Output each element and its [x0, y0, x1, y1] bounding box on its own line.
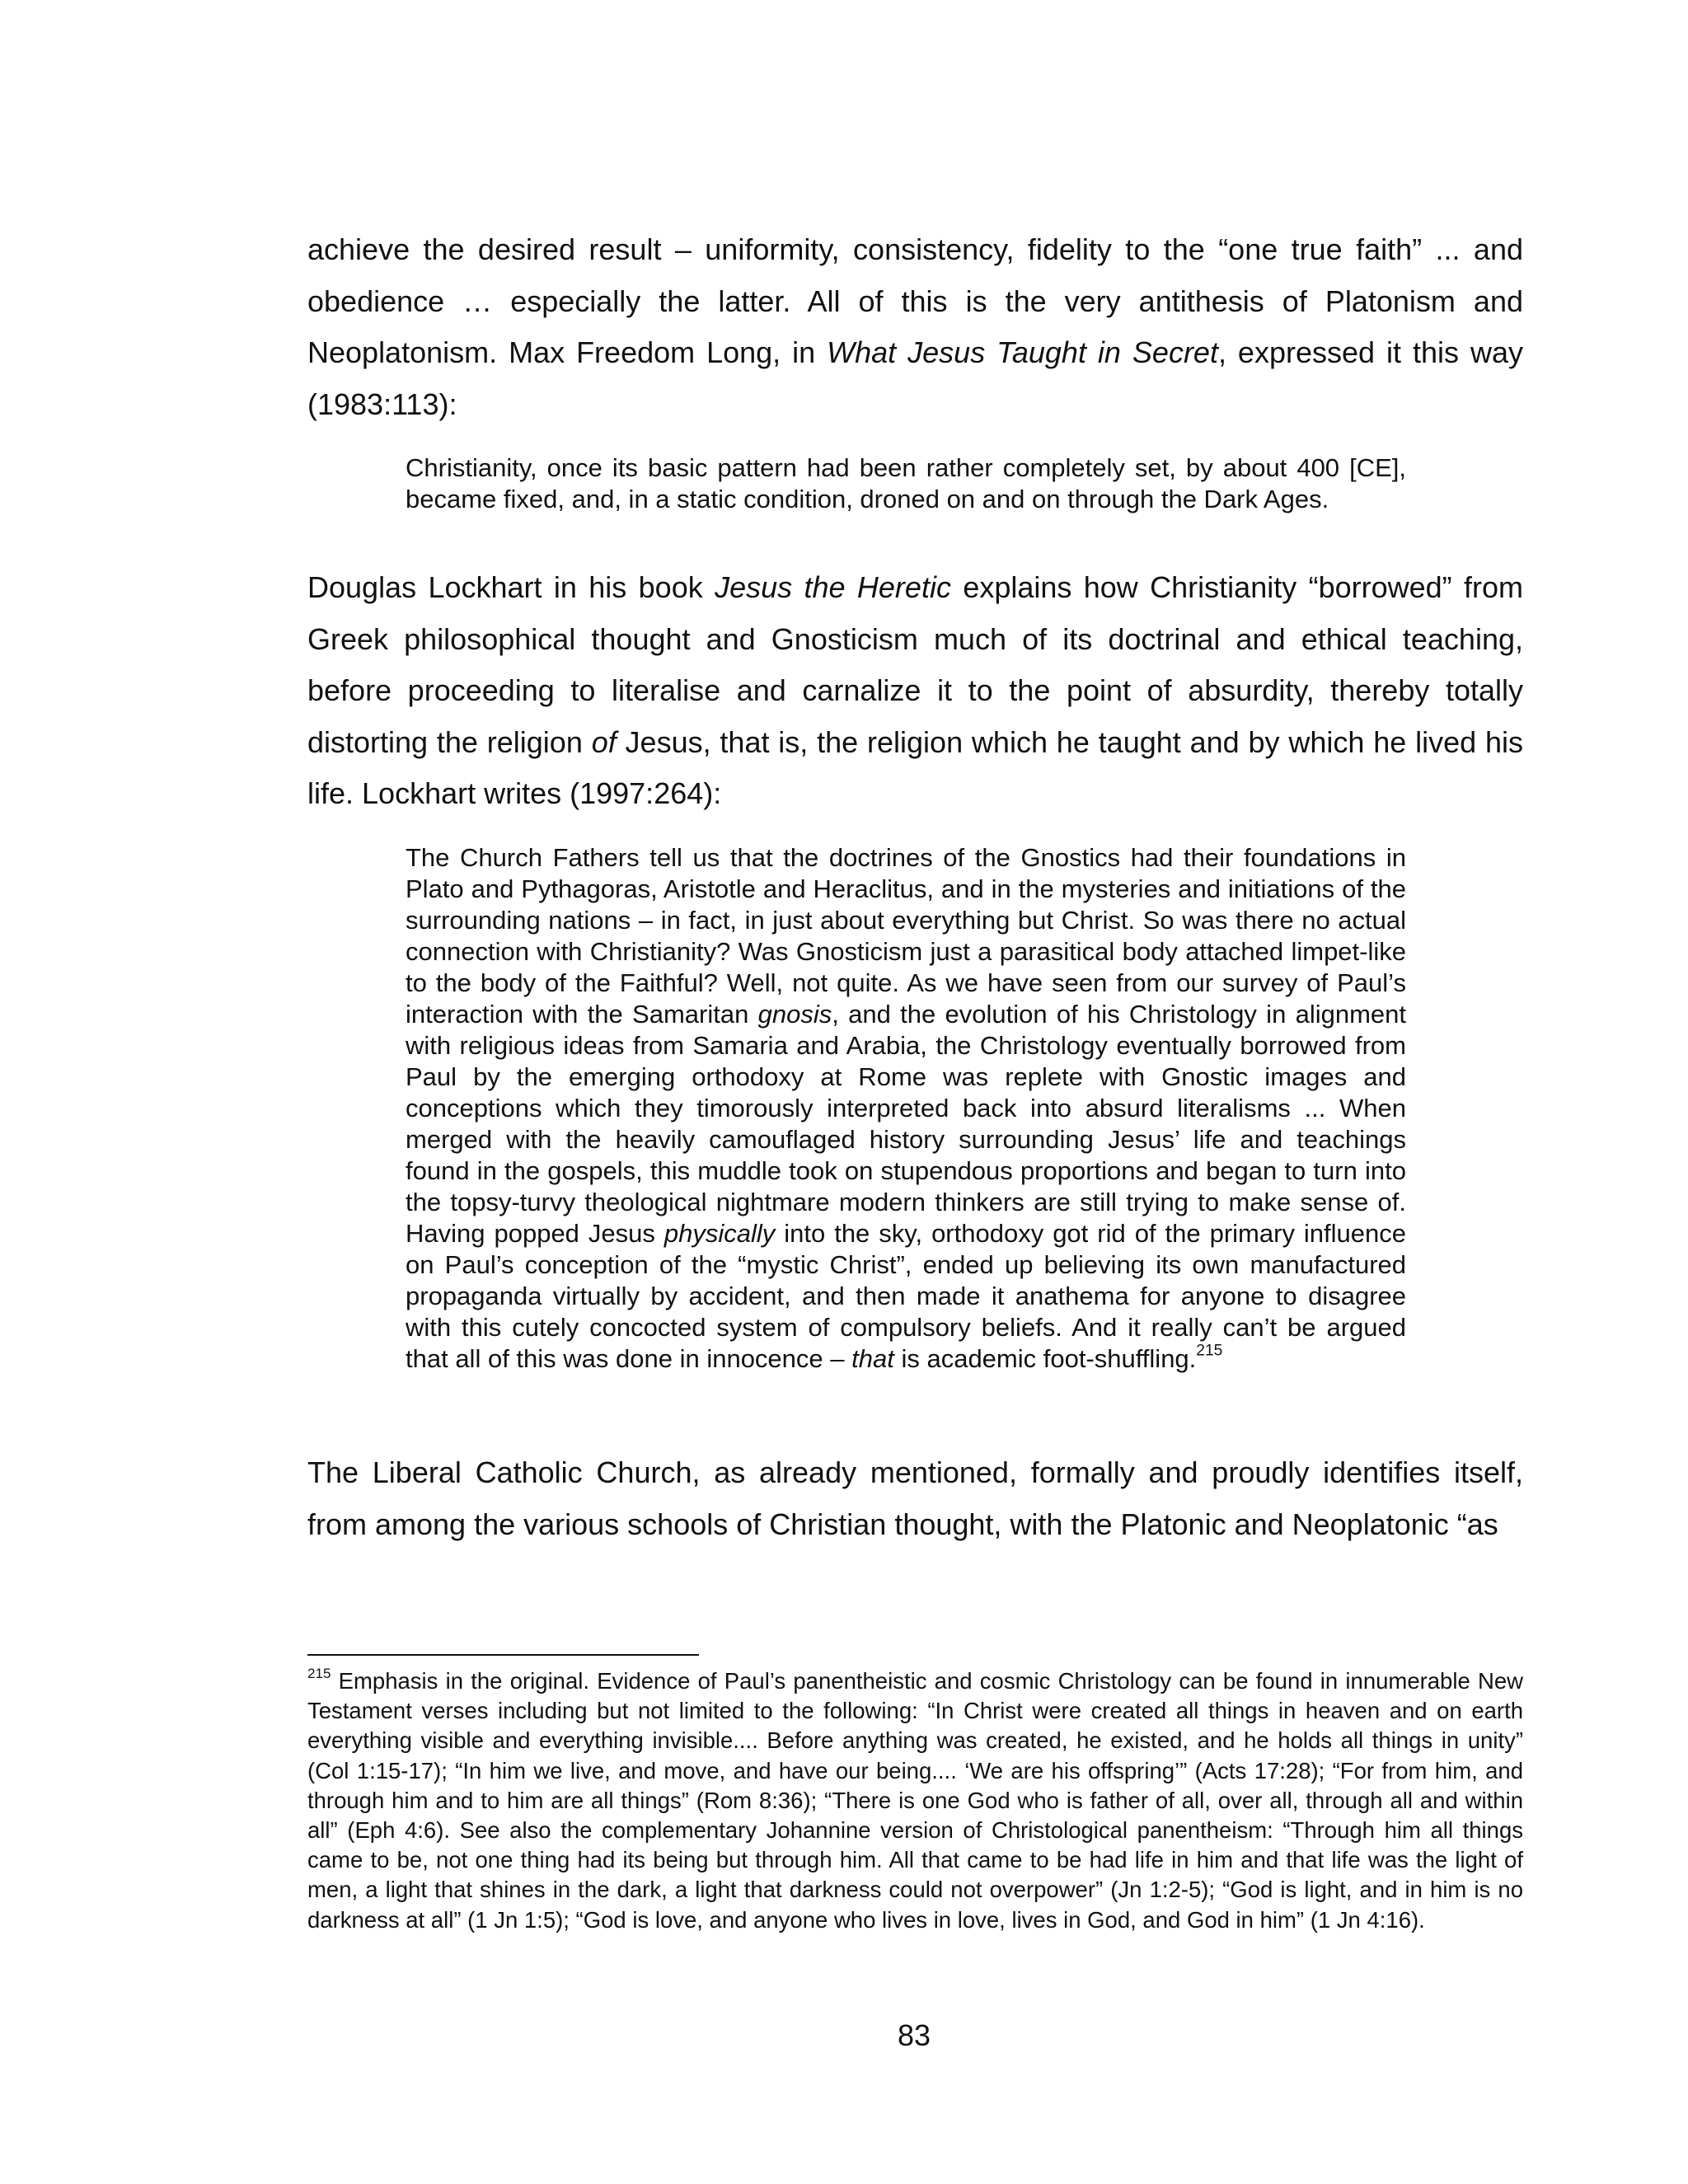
- block-quote-2-text-d: is academic foot-shuffling.: [893, 1344, 1197, 1373]
- page-number: 83: [897, 2018, 931, 2052]
- block-quote-2-text-a: The Church Fathers tell us that the doctrines of the Gnostics had their foundations in Plato and Pythagoras, Aristotle and Heraclitus, and in the mysteries and initiations of the surrounding nations – in fact, in just about everything but Christ. So was there no actual connection with Christianity? Was Gnosticism just a parasitical body attached limpet-like to the body of the Faithful? Well, not quite. As we have seen from our survey of Paul’s interaction with the Samaritan: [406, 843, 1406, 1029]
- footnote-separator: [307, 1654, 699, 1656]
- block-quote-2-text-b: , and the evolution of his Christology in alignment with religious ideas from Samaria and Arabia, the Christology eventually borrowed from Paul by the emerging orthodoxy at Rome was replete with Gnostic images and conceptions which they timorously interpreted back into absurd literalisms ... When merged with the heavily camouflaged history surrounding Jesus’ life and teachings found in the gospels, this muddle took on stupendous proportions and began to turn into the topsy-turvy theological nightmare modern thinkers are still trying to make sense of. Having popped Jesus: [406, 1000, 1406, 1248]
- paragraph-2: [307, 562, 1523, 820]
- book-title-jesus-the-heretic: Jesus the Heretic: [715, 570, 951, 604]
- emphasis-of: of: [591, 724, 617, 759]
- paragraph-1: [307, 224, 1523, 430]
- paragraph-2-text-b: explains how Christianity “borrowed” from Greek philosophical thought and Gnosticism much of its doctrinal and ethical teaching, before proceeding to literalise and carnalize it to the point of absurdity, thereby totally distorting the religion: [307, 570, 1524, 759]
- block-quote-1-text: Christianity, once its basic pattern had been rather completely set, by about 400 [CE], became fixed, and, in a static condition, droned on and on through the Dark Ages.: [406, 453, 1406, 513]
- footnote-215: [307, 1666, 1523, 1935]
- italic-that: that: [851, 1344, 894, 1373]
- footnote-text: Emphasis in the original. Evidence of Paul’s panentheistic and cosmic Christology can be found in innumerable New Testament verses including but not limited to the following: “In Christ were created all things in heaven and on earth everything visible and everything invisible.... Before anything was created, he existed, and he holds all things in unity” (Col 1:15-17); “In him we live, and move, and have our being.... ‘We are his offspring’” (Acts 17:28); “For from him, and through him and to him are all things” (Rom 8:36); “There is one God who is father of all, over all, through all and within all” (Eph 4:6). See also the complementary Johannine version of Christological panentheism: “Through him all things came to be, not one thing had its being but through him. All that came to be had life in him and that life was the light of men, a light that shines in the dark, a light that darkness could not overpower” (Jn 1:2-5); “God is light, and in him is no darkness at all” (1 Jn 1:5); “God is love, and anyone who lives in love, lives in God, and God in him” (1 Jn 4:16).: [307, 1668, 1523, 1933]
- block-quote-1: [406, 452, 1406, 515]
- footnote-reference-215[interactable]: 215: [1196, 1342, 1223, 1360]
- paragraph-2-text-a: Douglas Lockhart in his book: [307, 570, 715, 604]
- paragraph-1-text-b: , expressed it this way (1983:113):: [307, 335, 1523, 421]
- block-quote-2: [406, 842, 1406, 1375]
- paragraph-3: [307, 1447, 1523, 1550]
- italic-gnosis: gnosis: [757, 1000, 832, 1029]
- paragraph-3-text: The Liberal Catholic Church, as already mentioned, formally and proudly identifies itself, from among the various schools of Christian thought, with the Platonic and Neoplatonic “as: [307, 1455, 1523, 1541]
- paragraph-1-text-a: achieve the desired result – uniformity, consistency, fidelity to the “one true faith” ... and obedience … especially the latter. All of this is the very antithesis of Platonism and Neoplatonism. Max Freedom Long, in: [307, 232, 1523, 369]
- block-quote-2-text-c: into the sky, orthodoxy got rid of the primary influence on Paul’s conception of the “mystic Christ”, ended up believing its own manufactured propaganda virtually by accident, and then made it anathema for anyone to disagree with this cutely concocted system of compulsory beliefs. And it really can’t be argued that all of this was done in innocence –: [406, 1219, 1407, 1373]
- book-title-what-jesus-taught: What Jesus Taught in Secret: [827, 335, 1218, 369]
- paragraph-2-text-c: Jesus, that is, the religion which he taught and by which he lived his life. Lockhart writes (1997:264):: [307, 724, 1523, 810]
- footnote-number: 215: [307, 1666, 331, 1682]
- italic-physically: physically: [663, 1219, 776, 1248]
